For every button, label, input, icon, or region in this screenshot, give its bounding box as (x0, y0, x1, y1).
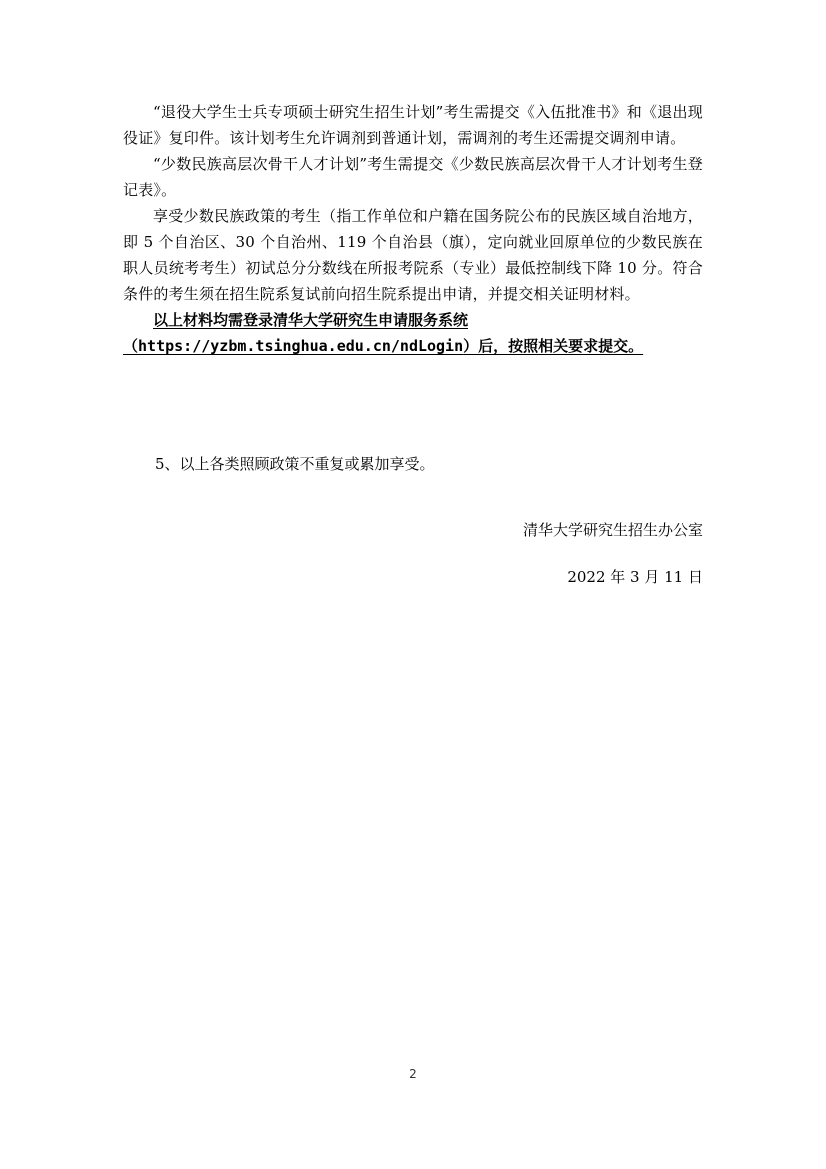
url-prefix: （ (123, 337, 139, 355)
document-date: 2022 年 3 月 11 日 (567, 568, 703, 586)
paragraph-minority-talent-plan: “少数民族高层次骨干人才计划”考生需提交《少数民族高层次骨干人才计划考生登记表》。 (123, 155, 703, 199)
page-number: 2 (409, 1067, 417, 1081)
application-system-link[interactable]: https://yzbm.tsinghua.edu.cn/ndLogin (138, 337, 464, 355)
paragraph-veteran-plan: “退役大学生士兵专项硕士研究生招生计划”考生需提交《入伍批准书》和《退出现役证》复印件。该计划考生允许调剂到普通计划，需调剂的考生还需提交调剂申请。 (123, 103, 703, 147)
paragraph-minority-policy: 享受少数民族政策的考生（指工作单位和户籍在国务院公布的民族区域自治地方，即 5 个自治区、30 个自治州、119 个自治县（旗），定向就业回原单位的少数民族在职人员统考考生）初试总分分数线在所报考院系（专业）最低控制线下降 10 分。符合条件的考生须在招生院系复试前向招生院系提出申请，并提交相关证明材料。 (123, 207, 703, 303)
url-suffix: ）后，按照相关要求提交。 (463, 337, 644, 355)
submission-notice-line1: 以上材料均需登录清华大学研究生申请服务系统 (153, 311, 469, 329)
submission-notice (123, 307, 703, 359)
item-5: 5、以上各类照顾政策不重复或累加享受。 (155, 455, 435, 473)
signature: 清华大学研究生招生办公室 (522, 521, 703, 539)
document-body (123, 99, 703, 359)
